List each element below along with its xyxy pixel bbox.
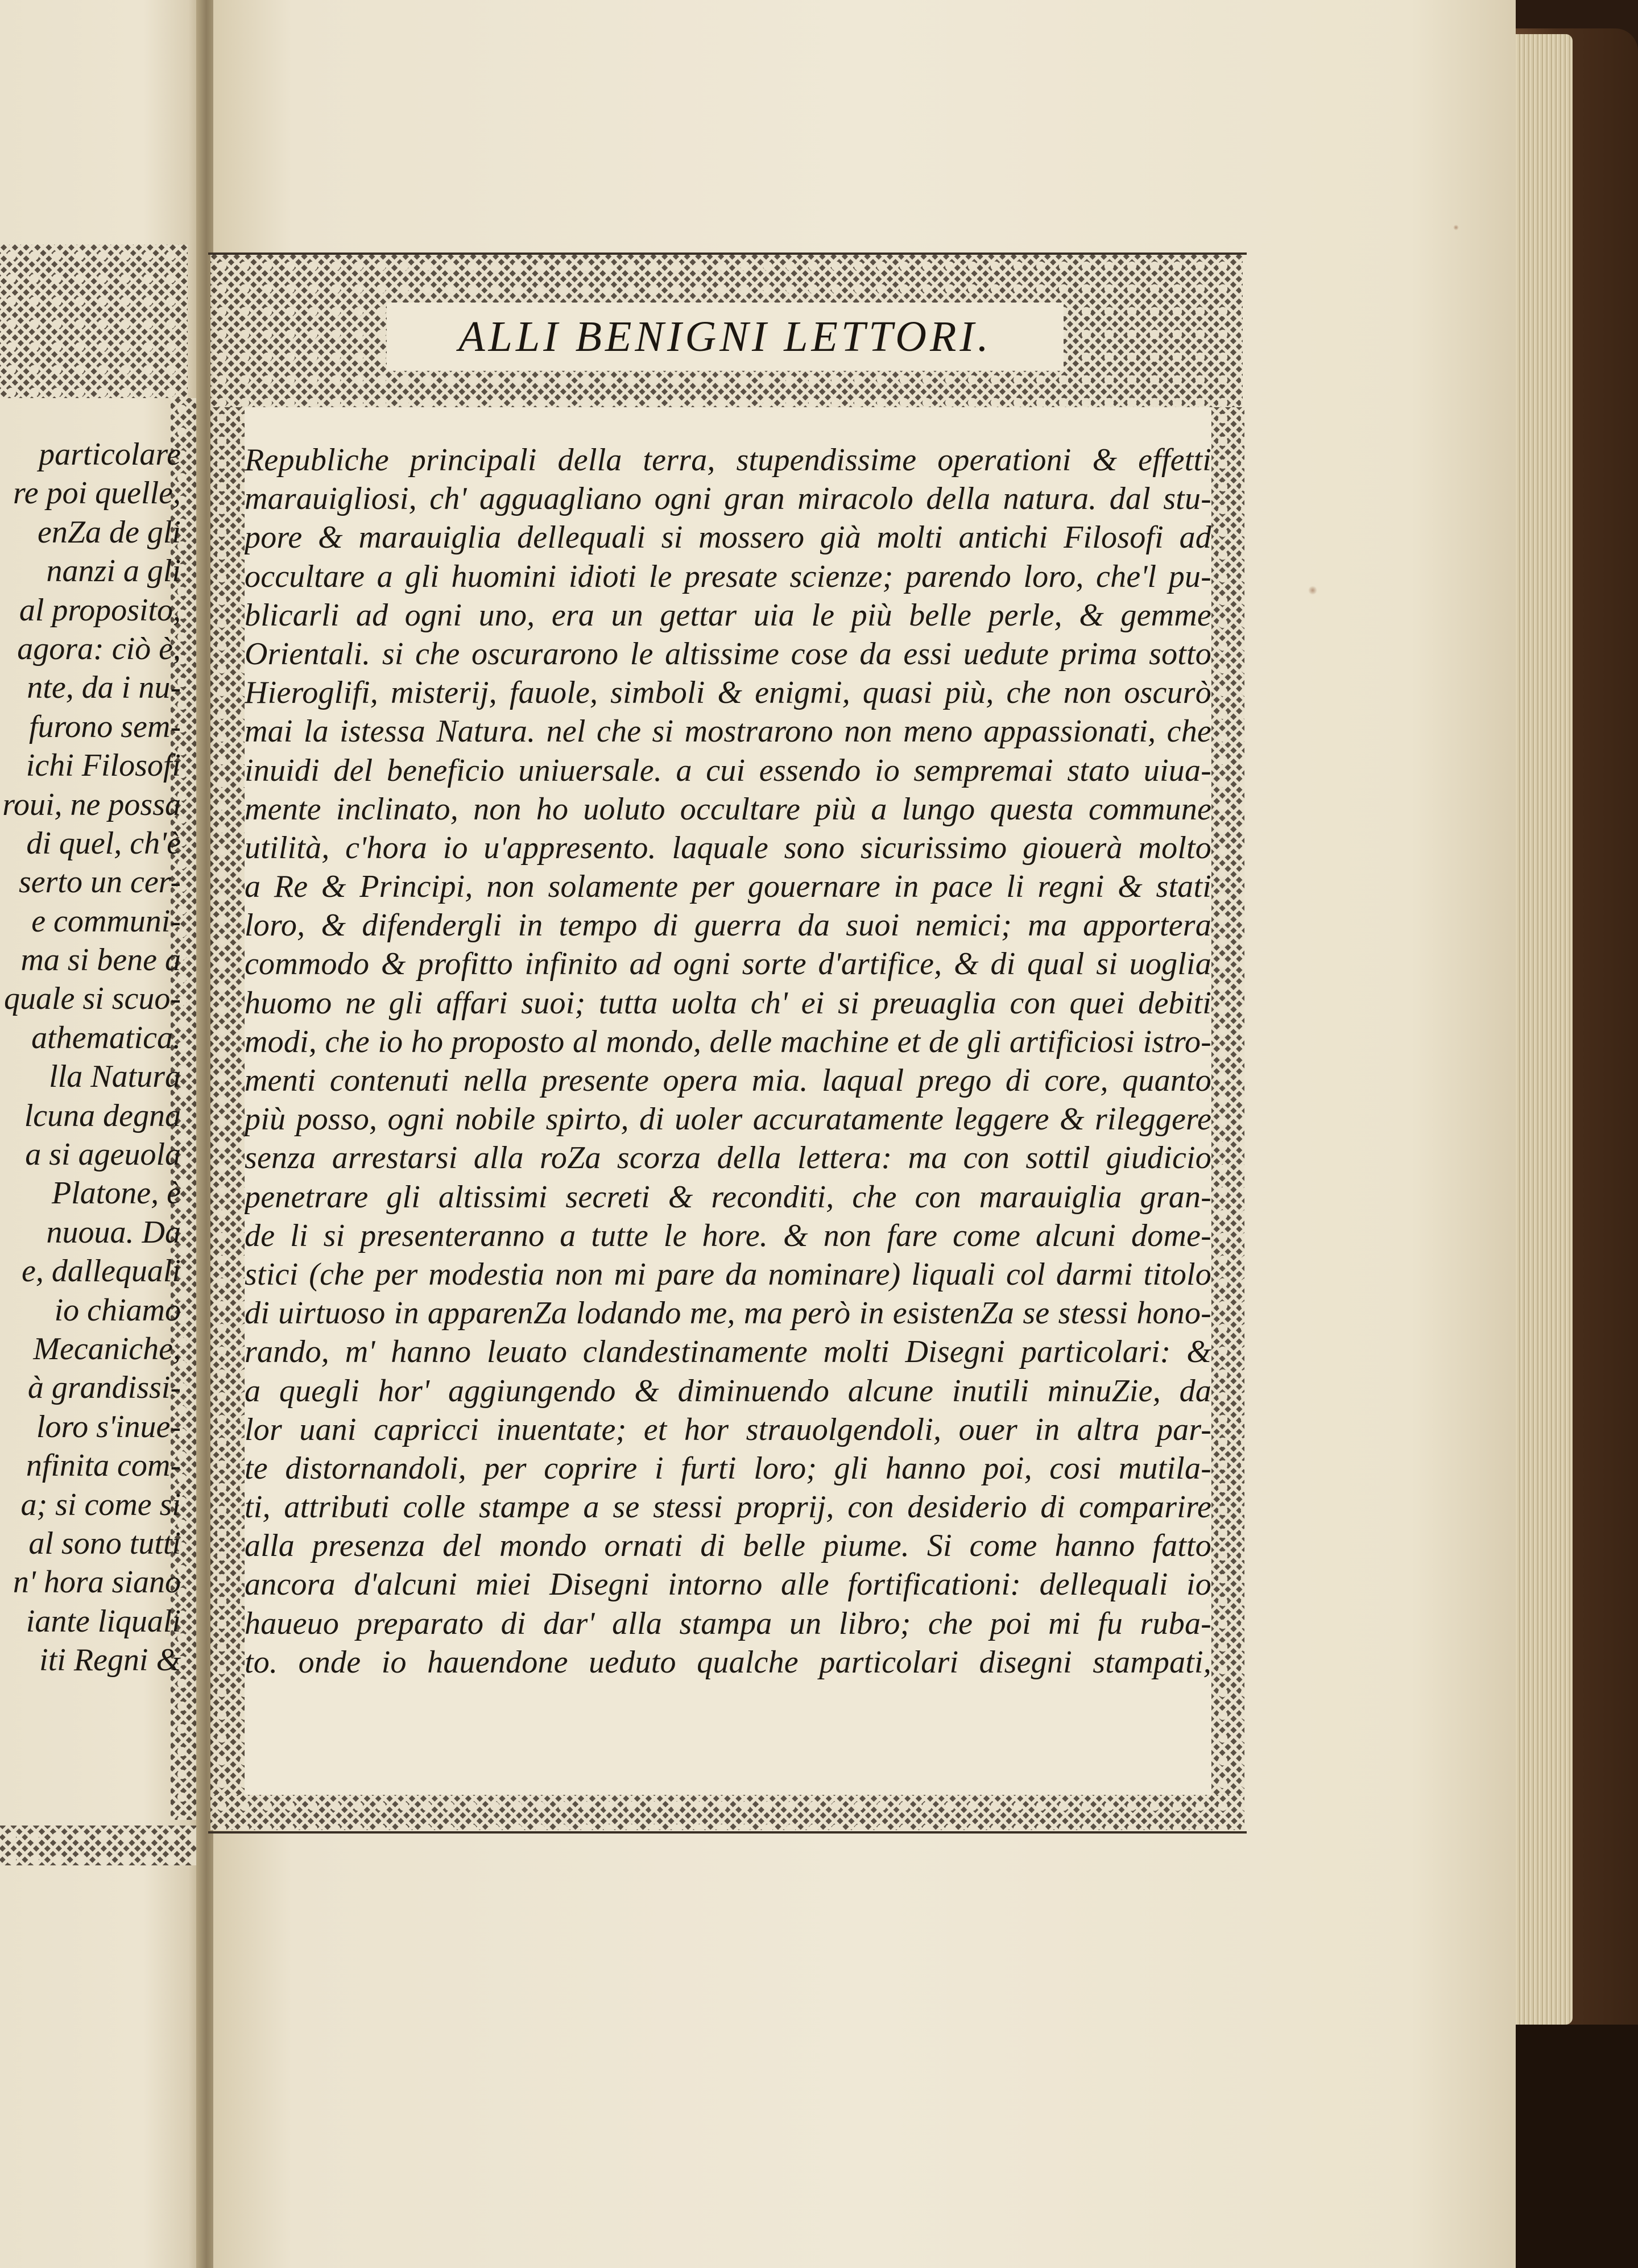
frame-rule-bottom — [208, 1831, 1247, 1834]
left-text-fragment: n' hora siano — [13, 1565, 181, 1600]
left-text-fragment: athematica. — [31, 1020, 181, 1056]
left-text-fragment: e communi- — [31, 903, 181, 939]
text-line: ti, attributi colle stampe a se stessi proprij, con desiderio di comparire — [245, 1489, 1211, 1525]
text-line: utilità, c'hora io u'appresento. laquale sono sicurissimo giouerà molto — [245, 830, 1211, 866]
text-line: lor uani capricci inuentate; et hor strauolgendoli, ouer in altra par- — [245, 1412, 1211, 1447]
text-line: senza arrestarsi alla roZa scorza della lettera: ma con sottil giudicio — [245, 1140, 1211, 1176]
text-line: alla presenza del mondo ornati di belle piume. Si come hanno fatto — [245, 1528, 1211, 1564]
left-text-fragment: lcuna degna — [24, 1098, 181, 1133]
text-line: to. onde io hauendone ueduto qualche particolari disegni stampati, — [245, 1644, 1211, 1680]
text-line: penetrare gli altissimi secreti & reconditi, che con marauiglia gran- — [245, 1179, 1211, 1215]
left-text-fragment: nanzi a gli — [46, 553, 181, 589]
text-line: modi, che io ho proposto al mondo, delle machine et de gli artificiosi istro- — [245, 1024, 1211, 1059]
left-text-fragment: re poi quelle, — [13, 475, 181, 511]
left-page-text — [0, 435, 181, 1680]
left-text-fragment: serto un cer- — [18, 864, 181, 900]
left-text-fragment: agora: ciò è, — [17, 631, 181, 667]
left-text-fragment: iti Regni & — [39, 1642, 181, 1678]
ink-stain — [1453, 225, 1459, 230]
text-line: huomo ne gli affari suoi; tutta uolta ch' ei si preuaglia con quei debiti — [245, 985, 1211, 1021]
text-line: rando, m' hanno leuato clandestinamente molti Disegni particolari: & — [245, 1334, 1211, 1370]
text-line: te distornandoli, per coprire i furti loro; gli hanno poi, cosi mutila- — [245, 1450, 1211, 1486]
left-text-fragment: furono sem- — [28, 709, 181, 744]
text-line: Hieroglifi, misterij, fauole, simboli & enigmi, quasi più, che non oscurò — [245, 675, 1211, 711]
page-headline: ALLI BENIGNI LETTORI. — [458, 312, 992, 361]
text-line: a Re & Principi, non solamente per gouernare in pace li regni & stati — [245, 869, 1211, 905]
text-line: Republiche principali della terra, stupendissime operationi & effetti — [245, 442, 1211, 478]
left-ornament-column — [210, 407, 245, 1795]
left-text-fragment: enZa de gli — [38, 514, 181, 550]
bottom-ornament-band — [210, 1795, 1244, 1830]
text-line: mente inclinato, non ho uoluto occultare più a lungo questa commune — [245, 791, 1211, 827]
text-line: inuidi del beneficio uniuersale. a cui essendo io sempremai stato uiua- — [245, 752, 1211, 788]
text-line: più posso, ogni nobile spirto, di uoler accuratamente leggere & rileggere — [245, 1102, 1211, 1137]
text-line: commodo & profitto infinito ad ogni sorte d'artifice, & di qual si uoglia — [245, 946, 1211, 982]
page-edges — [1513, 34, 1573, 2025]
left-bottom-ornament-band — [0, 1826, 196, 1865]
left-top-ornament-band — [0, 245, 188, 398]
left-text-fragment: e, dallequali — [22, 1253, 181, 1289]
text-line: loro, & difendergli in tempo di guerra da suoi nemici; ma apportera — [245, 908, 1211, 943]
left-page — [0, 0, 205, 2268]
left-text-fragment: à grandissi- — [27, 1370, 181, 1406]
text-line: di uirtuoso in apparenZa lodando me, ma però in esistenZa se stessi hono- — [245, 1296, 1211, 1331]
left-text-fragment: roui, ne possa — [2, 787, 181, 822]
text-line: blicarli ad ogni uno, era un gettar uia le più belle perle, & gemme — [245, 597, 1211, 633]
left-text-fragment: al sono tutti — [28, 1525, 181, 1561]
text-line: marauigliosi, ch' agguagliano ogni gran miracolo della natura. dal stu- — [245, 481, 1211, 517]
text-line: a quegli hor' aggiungendo & diminuendo alcune inutili minuZie, da — [245, 1373, 1211, 1409]
left-text-fragment: Platone, è — [51, 1176, 181, 1211]
right-ornament-column — [1211, 407, 1244, 1795]
right-page-text — [245, 441, 1211, 1794]
frame-rule-outer — [208, 253, 1247, 255]
left-text-fragment: lla Natura — [49, 1059, 181, 1095]
left-text-fragment: di quel, ch'è — [26, 825, 181, 861]
text-line: haueuo preparato di dar' alla stampa un libro; che poi mi fu ruba- — [245, 1605, 1211, 1641]
text-line: ancora d'alcuni miei Disegni intorno alle fortificationi: dellequali io — [245, 1567, 1211, 1603]
left-text-fragment: ichi Filosofi — [26, 748, 181, 784]
text-line: menti contenuti nella presente opera mia. laqual prego di core, quanto — [245, 1063, 1211, 1098]
left-text-fragment: iante liquali — [26, 1603, 181, 1639]
left-text-fragment: a; si come si — [20, 1487, 181, 1522]
text-line: mai la istessa Natura. nel che si mostrarono non meno appassionati, che — [245, 714, 1211, 750]
text-line: Orientali. si che oscurarono le altissime cose da essi uedute prima sotto — [245, 636, 1211, 672]
text-line: pore & marauiglia dellequali si mossero già molti antichi Filosofi ad — [245, 520, 1211, 556]
left-text-fragment: ma si bene a — [20, 942, 181, 978]
text-line: stici (che per modestia non mi pare da nominare) liquali col darmi titolo — [245, 1256, 1211, 1292]
left-text-fragment: nfinita com- — [26, 1448, 181, 1484]
left-text-fragment: particolare — [39, 437, 181, 472]
left-text-fragment: loro s'inue- — [36, 1409, 181, 1445]
headline-box — [387, 303, 1064, 371]
left-text-fragment: nuoua. Da — [46, 1214, 181, 1250]
left-text-fragment: a si ageuola — [25, 1137, 181, 1173]
left-text-fragment: al proposito, — [19, 592, 181, 628]
left-text-fragment: io chiamo — [54, 1292, 181, 1328]
text-line: occultare a gli huomini idioti le presate scienze; parendo loro, che'l pu- — [245, 558, 1211, 594]
left-text-fragment: quale si scuo- — [3, 981, 181, 1017]
ink-stain — [1308, 586, 1317, 595]
left-text-fragment: nte, da i nu- — [27, 670, 181, 706]
left-text-fragment: Mecaniche, — [33, 1331, 181, 1367]
text-line: de li si presenteranno a tutte le hore. & non fare come alcuni dome- — [245, 1218, 1211, 1253]
